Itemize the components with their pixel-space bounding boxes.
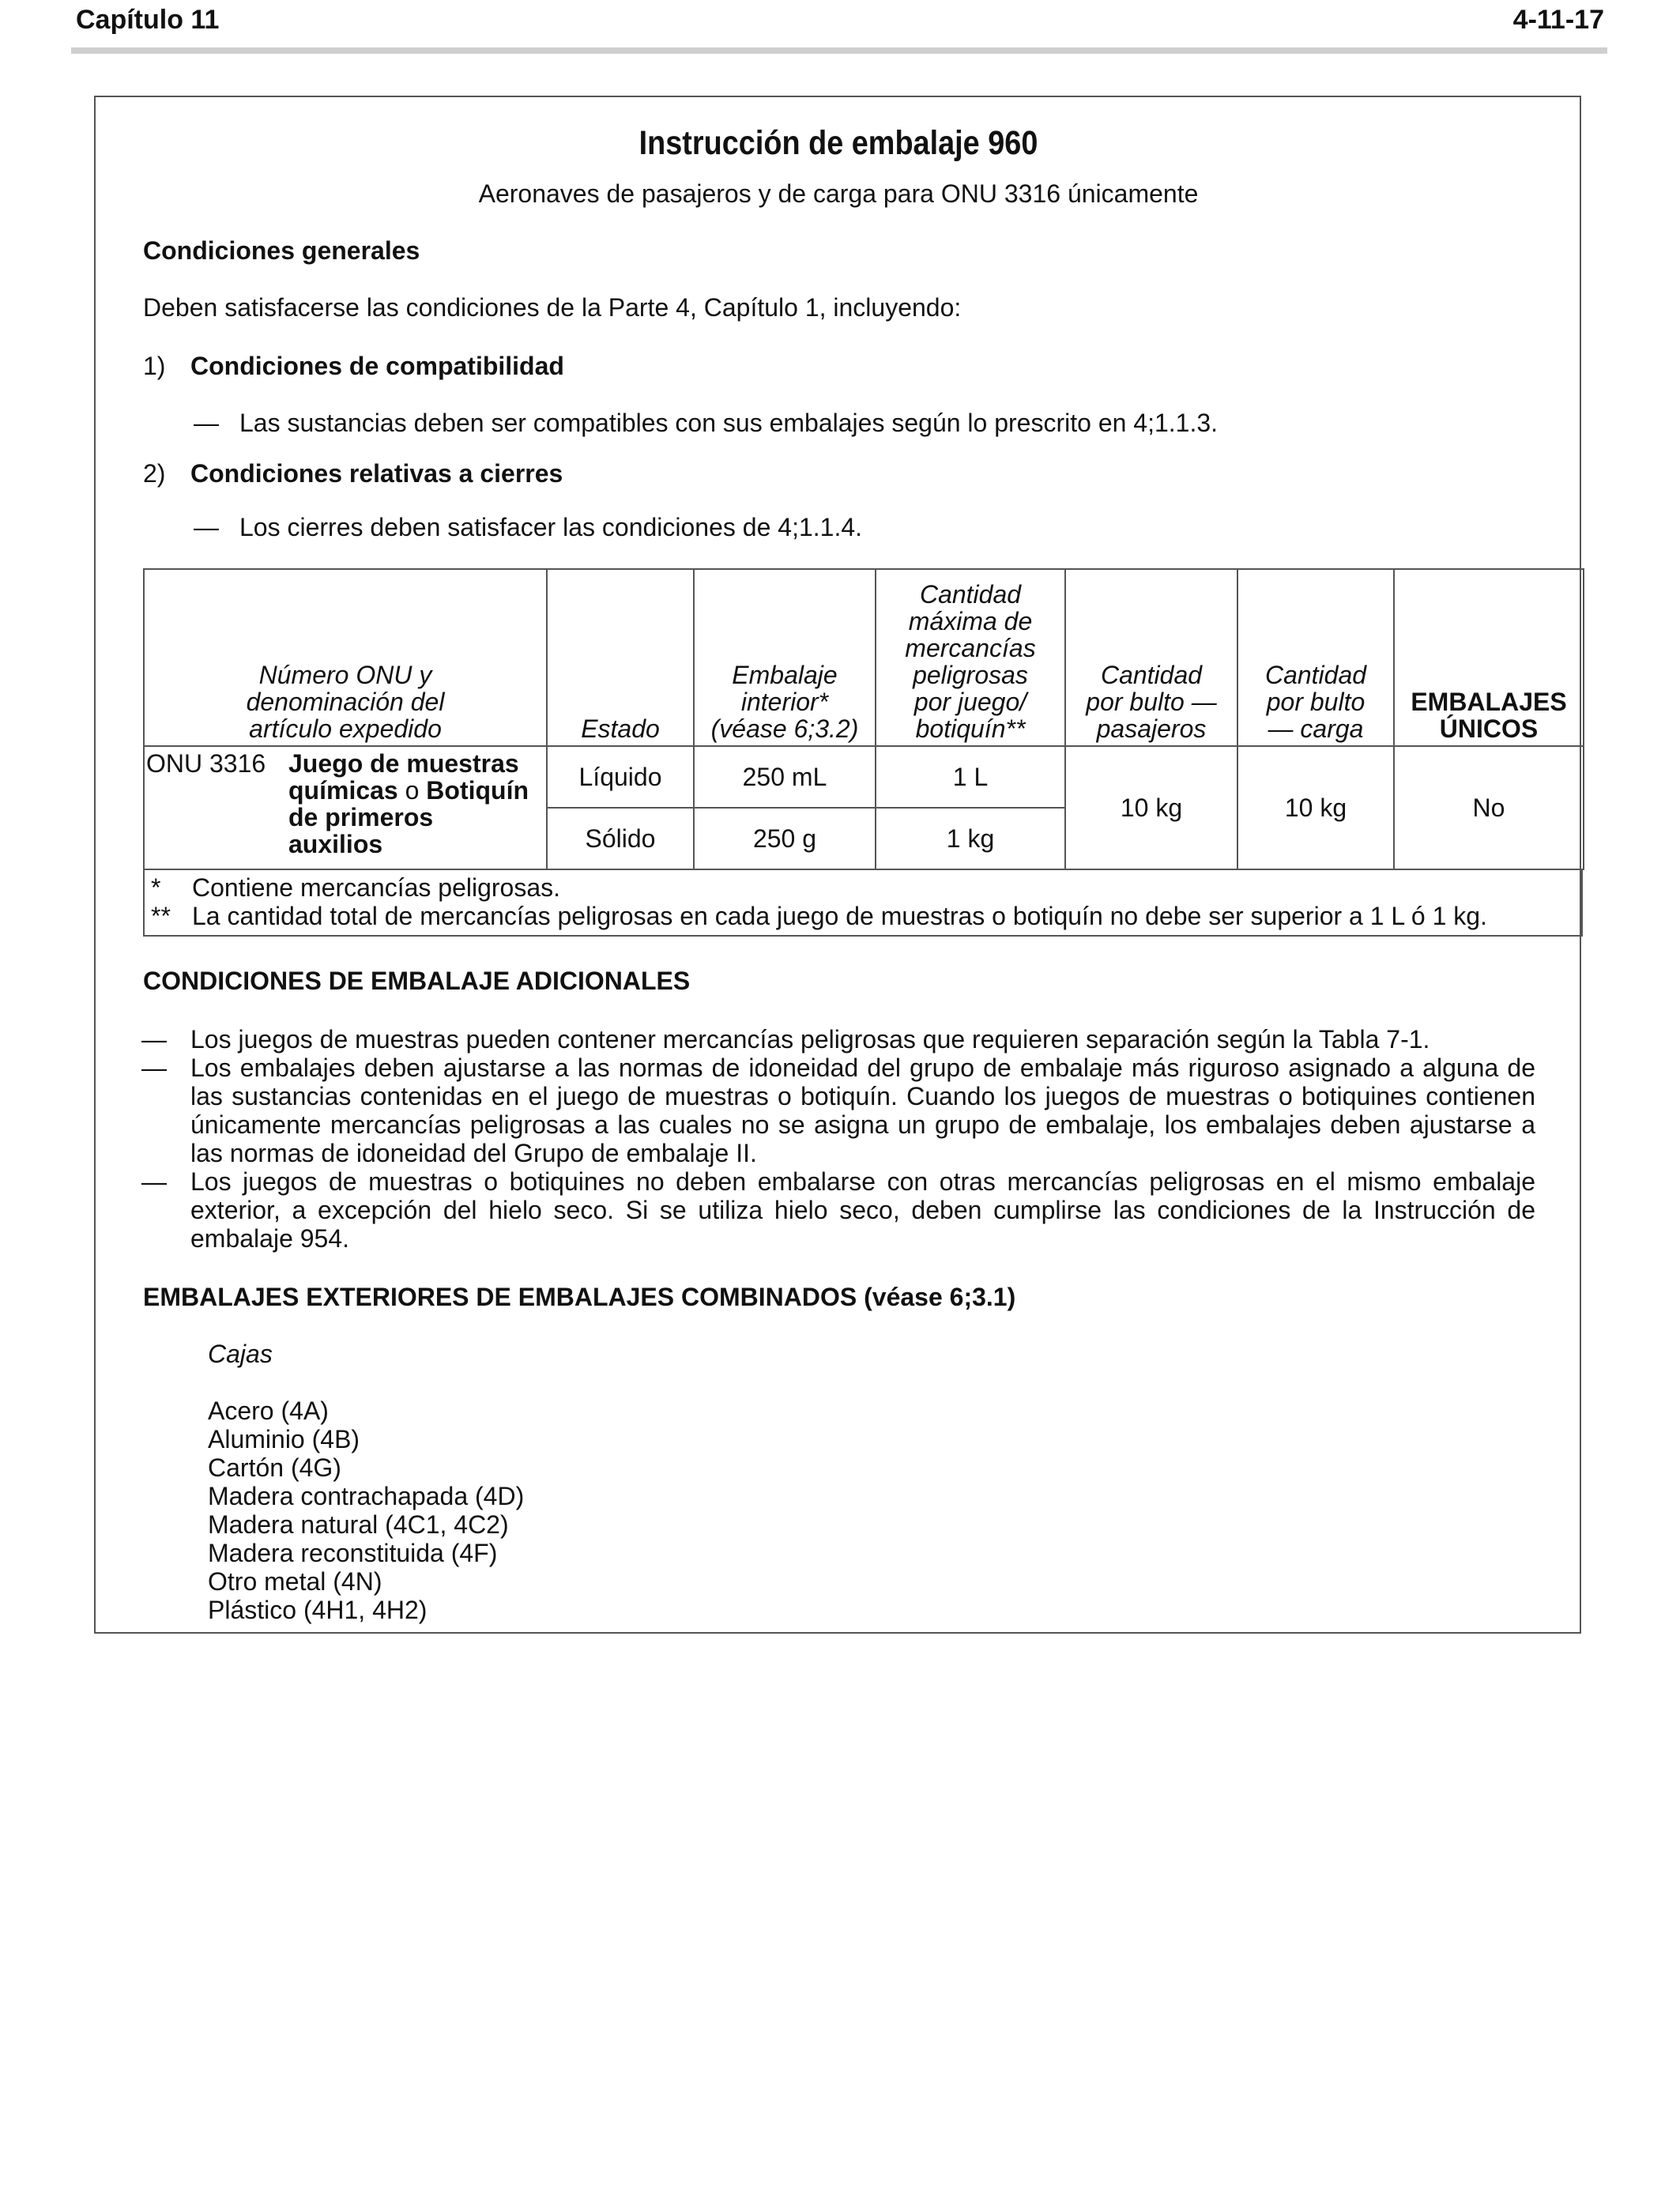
single-packagings-value: No bbox=[1394, 746, 1584, 869]
header-line: Estado bbox=[581, 714, 660, 743]
packing-table bbox=[143, 568, 1584, 870]
outer-heading: EMBALAJES EXTERIORES DE EMBALAJES COMBINADOS (véase 6;3.1) bbox=[143, 1283, 1016, 1311]
header-single-packagings bbox=[1394, 569, 1584, 746]
header-line: Embalaje bbox=[732, 661, 838, 689]
un-number: ONU 3316 bbox=[146, 749, 266, 778]
header-line: Cantidad bbox=[1100, 661, 1203, 689]
cargo-quantity: 10 kg bbox=[1237, 746, 1394, 869]
header-interior bbox=[694, 569, 876, 746]
name-part: auxilios bbox=[288, 830, 383, 858]
table-notes bbox=[143, 870, 1583, 937]
page-subtitle: Aeronaves de pasajeros y de carga para ONU 3316 únicamente bbox=[478, 179, 1199, 208]
list-item: Plástico (4H1, 4H2) bbox=[208, 1596, 428, 1624]
list-item: Aluminio (4B) bbox=[208, 1425, 360, 1453]
additional-item-3-text: Los juegos de muestras o botiquines no deben embalarse con otras mercancías peligrosas en el mismo embalaje exterior, a excepción del hielo seco. Si se utiliza hielo seco, deben cumplirse las condiciones de la Instrucción de embalaje 954. bbox=[190, 1167, 1535, 1253]
row-solid-estado: Sólido bbox=[547, 808, 694, 869]
condition-2-number: 2) bbox=[143, 459, 166, 488]
row-liquid-interior: 250 mL bbox=[694, 746, 876, 808]
packing-instruction-frame bbox=[94, 96, 1581, 1634]
header-line: artículo expedido bbox=[249, 714, 442, 743]
additional-item-3 bbox=[141, 1167, 1535, 1253]
header-rule bbox=[71, 47, 1607, 54]
condition-1-dash: — bbox=[194, 409, 219, 437]
header-line: mercancías bbox=[905, 634, 1036, 662]
page-title: Instrucción de embalaje 960 bbox=[638, 124, 1038, 162]
row-liquid-max: 1 L bbox=[876, 746, 1065, 808]
header-line: por bulto bbox=[1266, 688, 1365, 716]
additional-item-2-text: Los embalajes deben ajustarse a las normas de idoneidad del grupo de embalaje más riguroso asignado a alguna de las sustancias contenidas en el juego de muestras o botiquín. Cuando los juegos de muestras o botiquines contienen únicamente mercancías peligrosas a las cuales no se asigna un grupo de embalaje, los embalajes deben ajustarse a las normas de idoneidad del Grupo de embalaje II. bbox=[190, 1054, 1535, 1167]
page-header bbox=[71, 3, 1607, 41]
un-entry-cell bbox=[144, 746, 547, 869]
header-line: (véase 6;3.2) bbox=[710, 714, 859, 743]
header-line: botiquín** bbox=[915, 714, 1026, 743]
header-line: EMBALAJES bbox=[1411, 688, 1567, 716]
condition-1-title: Condiciones de compatibilidad bbox=[190, 352, 564, 380]
article-name bbox=[288, 750, 529, 858]
header-un-name bbox=[144, 569, 547, 746]
list-item: Otro metal (4N) bbox=[208, 1567, 382, 1596]
condition-2-title: Condiciones relativas a cierres bbox=[190, 459, 563, 488]
header-line: denominación del bbox=[246, 688, 445, 716]
header-line: peligrosas bbox=[913, 661, 1028, 689]
condition-2-dash: — bbox=[194, 513, 219, 541]
list-item: Cartón (4G) bbox=[208, 1453, 341, 1482]
note-2-mark: ** bbox=[151, 902, 171, 930]
header-line: Número ONU y bbox=[258, 661, 432, 689]
header-max-quantity bbox=[876, 569, 1065, 746]
name-part: químicas bbox=[288, 776, 398, 805]
name-part: Juego de muestras bbox=[288, 749, 519, 778]
outer-list bbox=[208, 1397, 524, 1624]
page-number: 4-11-17 bbox=[1512, 5, 1604, 35]
header-line: ÚNICOS bbox=[1439, 714, 1539, 743]
header-estado bbox=[547, 569, 694, 746]
header-line: por bulto — bbox=[1086, 688, 1217, 716]
additional-item-1-text: Los juegos de muestras pueden contener mercancías peligrosas que requieren separación según la Tabla 7-1. bbox=[190, 1025, 1430, 1054]
chapter-label: Capítulo 11 bbox=[76, 5, 220, 35]
note-1-text: Contiene mercancías peligrosas. bbox=[192, 873, 561, 902]
header-line: Cantidad bbox=[919, 580, 1022, 609]
row-solid-interior: 250 g bbox=[694, 808, 876, 869]
general-intro: Deben satisfacerse las condiciones de la Parte 4, Capítulo 1, incluyendo: bbox=[143, 293, 962, 322]
additional-heading: CONDICIONES DE EMBALAJE ADICIONALES bbox=[143, 967, 691, 995]
header-line: pasajeros bbox=[1096, 714, 1207, 743]
outer-category: Cajas bbox=[208, 1340, 273, 1368]
list-item: Madera contrachapada (4D) bbox=[208, 1482, 525, 1510]
additional-item-3-dash: — bbox=[141, 1167, 167, 1196]
header-line: — carga bbox=[1268, 714, 1364, 743]
passenger-quantity: 10 kg bbox=[1065, 746, 1237, 869]
header-cargo bbox=[1237, 569, 1394, 746]
header-passenger bbox=[1065, 569, 1237, 746]
additional-item-1 bbox=[141, 1025, 1535, 1054]
additional-item-2-dash: — bbox=[141, 1054, 167, 1082]
list-item: Madera natural (4C1, 4C2) bbox=[208, 1510, 509, 1539]
note-2-text: La cantidad total de mercancías peligrosas en cada juego de muestras o botiquín no debe ser superior a 1 L ó 1 kg. bbox=[192, 902, 1487, 930]
condition-2-text: Los cierres deben satisfacer las condiciones de 4;1.1.4. bbox=[239, 513, 863, 541]
additional-item-2 bbox=[141, 1054, 1535, 1167]
name-part: Botiquín bbox=[426, 776, 529, 805]
header-line: máxima de bbox=[908, 607, 1033, 635]
row-liquid-estado: Líquido bbox=[547, 746, 694, 808]
row-solid-max: 1 kg bbox=[876, 808, 1065, 869]
header-line: Cantidad bbox=[1264, 661, 1367, 689]
condition-1-number: 1) bbox=[143, 352, 166, 380]
header-line: interior* bbox=[740, 688, 829, 716]
list-item: Acero (4A) bbox=[208, 1397, 329, 1425]
list-item: Madera reconstituida (4F) bbox=[208, 1539, 498, 1567]
general-heading: Condiciones generales bbox=[143, 236, 420, 265]
additional-item-1-dash: — bbox=[141, 1025, 167, 1054]
name-part: de primeros bbox=[288, 803, 434, 831]
header-line: por juego/ bbox=[913, 688, 1027, 716]
note-1-mark: * bbox=[151, 873, 161, 902]
name-part: o bbox=[397, 776, 427, 805]
condition-1-text: Las sustancias deben ser compatibles con sus embalajes según lo prescrito en 4;1.1.3. bbox=[239, 409, 1219, 437]
